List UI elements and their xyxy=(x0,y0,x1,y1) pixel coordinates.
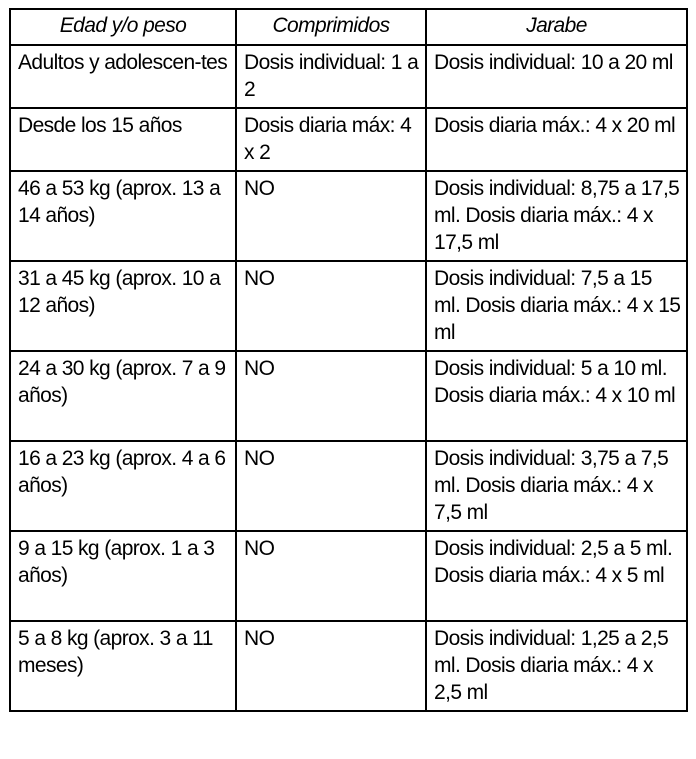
table-row xyxy=(10,531,687,621)
cell-syrup: Dosis individual: 1,25 a 2,5 ml. Dosis diaria máx.: 4 x 2,5 ml xyxy=(426,621,687,711)
cell-syrup: Dosis individual: 5 a 10 ml. Dosis diaria máx.: 4 x 10 ml xyxy=(426,351,687,441)
cell-age-weight: 16 a 23 kg (aprox. 4 a 6 años) xyxy=(10,441,236,531)
table-row xyxy=(10,351,687,441)
cell-tablets: NO xyxy=(236,621,426,711)
cell-age-weight: Adultos y adolescen-tes xyxy=(10,45,236,108)
cell-tablets: NO xyxy=(236,531,426,621)
cell-tablets: NO xyxy=(236,441,426,531)
cell-age-weight: 31 a 45 kg (aprox. 10 a 12 años) xyxy=(10,261,236,351)
table-row xyxy=(10,261,687,351)
cell-syrup: Dosis individual: 8,75 a 17,5 ml. Dosis diaria máx.: 4 x 17,5 ml xyxy=(426,171,687,261)
cell-syrup: Dosis diaria máx.: 4 x 20 ml xyxy=(426,108,687,171)
cell-syrup: Dosis individual: 3,75 a 7,5 ml. Dosis diaria máx.: 4 x 7,5 ml xyxy=(426,441,687,531)
cell-syrup: Dosis individual: 10 a 20 ml xyxy=(426,45,687,108)
cell-tablets: Dosis diaria máx: 4 x 2 xyxy=(236,108,426,171)
table-row xyxy=(10,45,687,108)
cell-age-weight: 5 a 8 kg (aprox. 3 a 11 meses) xyxy=(10,621,236,711)
table-row xyxy=(10,171,687,261)
cell-age-weight: 24 a 30 kg (aprox. 7 a 9 años) xyxy=(10,351,236,441)
header-age-weight: Edad y/o peso xyxy=(10,9,236,45)
table-row xyxy=(10,108,687,171)
dosage-table xyxy=(9,8,688,712)
cell-age-weight: 46 a 53 kg (aprox. 13 a 14 años) xyxy=(10,171,236,261)
table-header-row xyxy=(10,9,687,45)
cell-tablets: Dosis individual: 1 a 2 xyxy=(236,45,426,108)
cell-tablets: NO xyxy=(236,261,426,351)
header-tablets: Comprimidos xyxy=(236,9,426,45)
header-syrup: Jarabe xyxy=(426,9,687,45)
cell-syrup: Dosis individual: 7,5 a 15 ml. Dosis diaria máx.: 4 x 15 ml xyxy=(426,261,687,351)
cell-tablets: NO xyxy=(236,171,426,261)
cell-syrup: Dosis individual: 2,5 a 5 ml. Dosis diaria máx.: 4 x 5 ml xyxy=(426,531,687,621)
table-row xyxy=(10,441,687,531)
cell-age-weight: 9 a 15 kg (aprox. 1 a 3 años) xyxy=(10,531,236,621)
table-row xyxy=(10,621,687,711)
cell-tablets: NO xyxy=(236,351,426,441)
cell-age-weight: Desde los 15 años xyxy=(10,108,236,171)
